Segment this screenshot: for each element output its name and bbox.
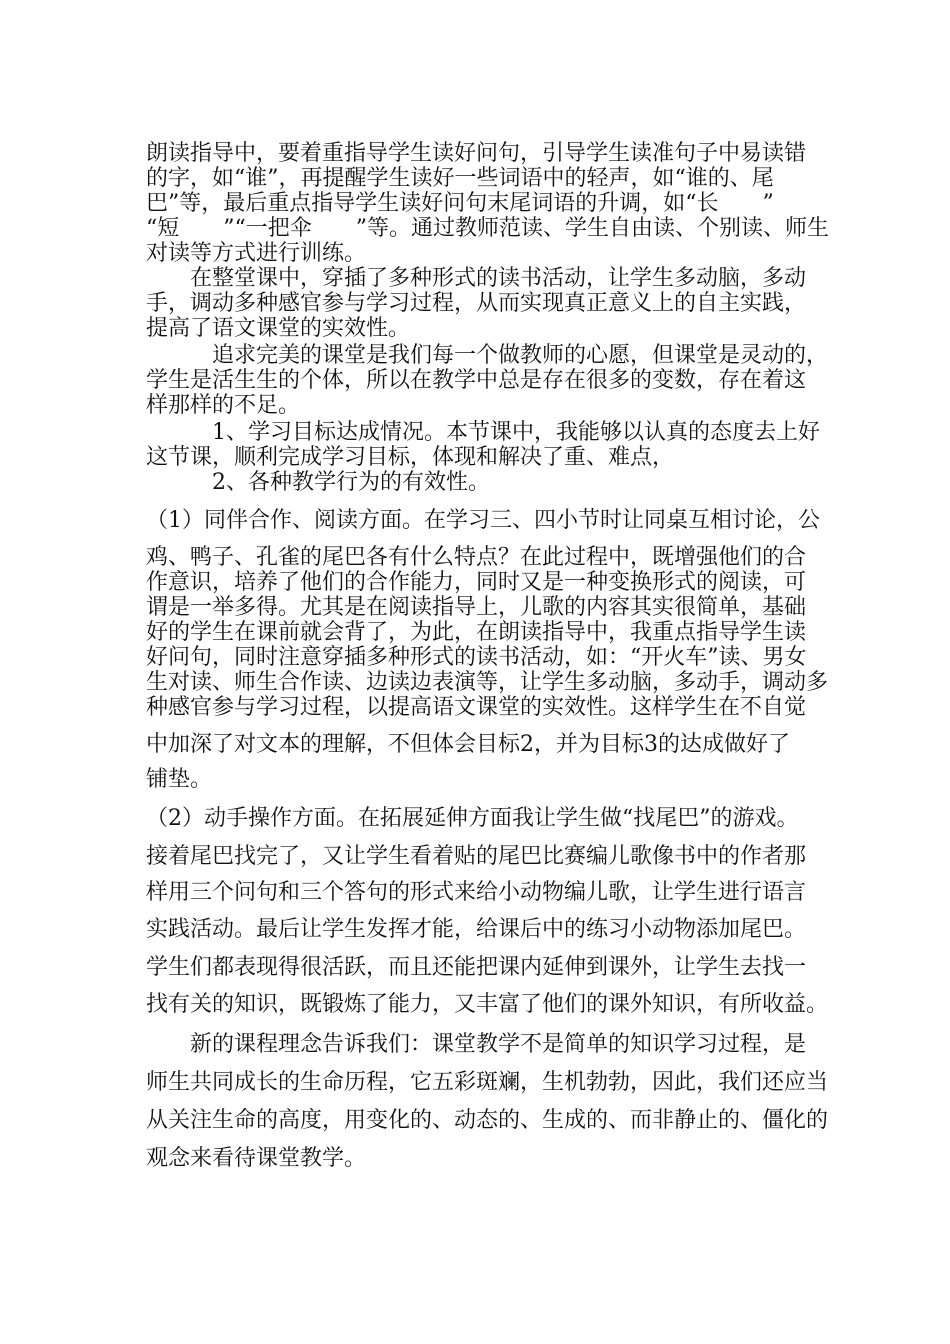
text-line: 的字，如“谁”，再提醒学生读好一些词语中的轻声，如“谁的、尾 [146,166,774,191]
text-line: 从关注生命的高度，用变化的、动态的、生成的、而非静止的、僵化的 [146,1108,829,1133]
text-line: 追求完美的课堂是我们每一个做教师的心愿，但课堂是灵动的， [146,343,829,368]
text-line: 种感官参与学习过程，以提高语文课堂的实效性。这样学生在不自觉 [146,695,807,720]
text-line: 好的学生在课前就会背了，为此，在朗读指导中，我重点指导学生读 [146,620,807,645]
text-line: 样用三个问句和三个答句的形式来给小动物编儿歌，让学生进行语言 [146,880,807,905]
text-line: 巴”等，最后重点指导学生读好问句末尾词语的升调，如“长 ” [146,191,774,216]
text-line: 找有关的知识，既锻炼了能力，又丰富了他们的课外知识，有所收益。 [146,992,829,1017]
text-line: 1、学习目标达成情况。本节课中，我能够以认真的态度去上好 [146,420,820,445]
text-line: 观念来看待课堂教学。 [146,1146,367,1171]
text-line: 作意识，培养了他们的合作能力，同时又是一种变换形式的阅读，可 [146,570,807,595]
text-line: 生对读、师生合作读、边读边表演等，让学生多动脑，多动手，调动多 [146,670,829,695]
text-line: 铺垫。 [146,767,213,792]
text-line: 好问句，同时注意穿插多种形式的读书活动，如：“开火车”读、男女 [146,645,807,670]
text-line: （1）同伴合作、阅读方面。在学习三、四小节时让同桌互相讨论，公 [146,508,820,533]
text-line: 谓是一举多得。尤其是在阅读指导上，儿歌的内容其实很简单，基础 [146,595,807,620]
text-line: 样那样的不足。 [146,393,301,418]
text-line: 师生共同成长的生命历程，它五彩斑斓，生机勃勃，因此，我们还应当 [146,1070,829,1095]
text-line: 中加深了对文本的理解，不但体会目标2，并为目标3的达成做好了 [146,732,790,757]
text-line: 接着尾巴找完了，又让学生看着贴的尾巴比赛编儿歌像书中的作者那 [146,844,807,869]
text-line: 鸡、鸭子、孔雀的尾巴各有什么特点？在此过程中，既增强他们的合 [146,545,807,570]
text-line: “短 ”“一把伞 ”等。通过教师范读、学生自由读、个别读、师生 [146,216,829,241]
text-line: （2）动手操作方面。在拓展延伸方面我让学生做“找尾巴”的游戏。 [146,806,799,831]
text-line: 学生们都表现得很活跃，而且还能把课内延伸到课外，让学生去找一 [146,955,807,980]
text-line: 这节课，顺利完成学习目标，体现和解决了重、难点， [146,445,675,470]
text-line: 2、各种教学行为的有效性。 [146,470,490,495]
text-line: 学生是活生生的个体，所以在教学中总是存在很多的变数，存在着这 [146,368,807,393]
text-line: 新的课程理念告诉我们：课堂教学不是简单的知识学习过程，是 [146,1032,807,1057]
text-line: 在整堂课中，穿插了多种形式的读书活动，让学生多动脑，多动 [146,266,807,291]
text-line: 朗读指导中，要着重指导学生读好问句，引导学生读准句子中易读错 [146,141,807,166]
text-line: 提高了语文课堂的实效性。 [146,316,411,341]
text-line: 实践活动。最后让学生发挥才能，给课后中的练习小动物添加尾巴。 [146,917,807,942]
text-line: 手，调动多种感官参与学习过程，从而实现真正意义上的自主实践， [146,291,807,316]
text-line: 对读等方式进行训练。 [146,241,367,266]
